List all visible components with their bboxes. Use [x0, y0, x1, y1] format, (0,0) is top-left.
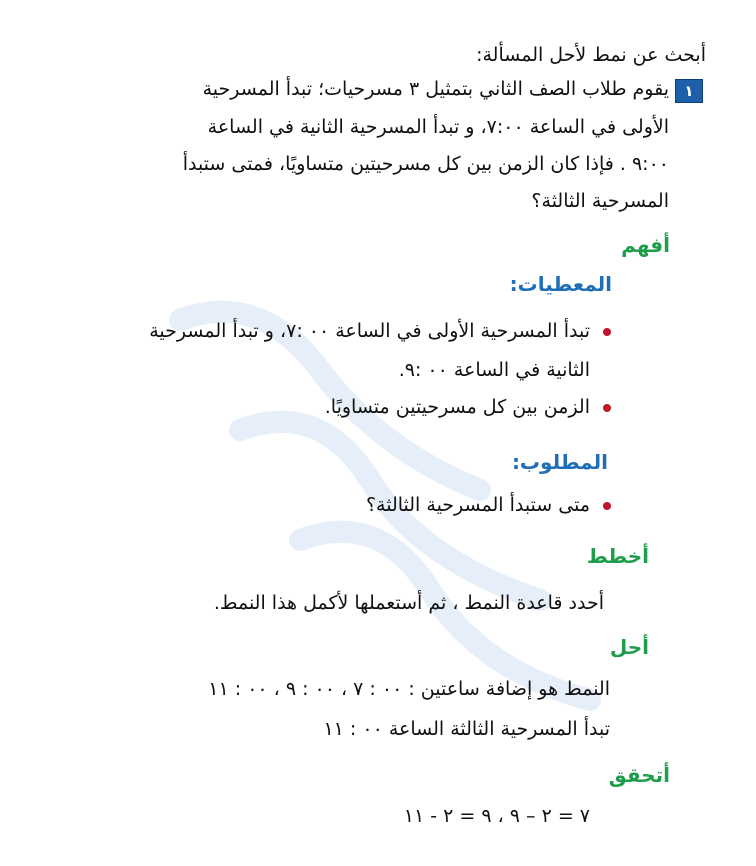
plan-heading: أخطط — [586, 544, 649, 568]
required-item: متى ستبدأ المسرحية الثالثة؟ — [365, 494, 590, 516]
given-item-2: الزمن بين كل مسرحيتين متساويًا. — [324, 396, 590, 418]
problem-line-1: يقوم طلاب الصف الثاني بتمثيل ٣ مسرحيات؛ تبدأ المسرحية — [202, 78, 669, 100]
required-heading: المطلوب: — [511, 450, 608, 474]
check-equation: ٧ = ٢ – ٩ ، ٩ = ٢ - ١١ — [403, 805, 590, 827]
check-heading: أتحقق — [608, 763, 670, 787]
understand-heading: أفهم — [621, 233, 670, 257]
problem-line-4: المسرحية الثالثة؟ — [531, 190, 669, 212]
watermark — [120, 230, 640, 750]
given-item-1-cont: الثانية في الساعة ٠٠ :٩. — [398, 359, 590, 381]
given-item-1: تبدأ المسرحية الأولى في الساعة ٠٠ :٧، و تبدأ المسرحية — [149, 320, 590, 342]
bullet-icon — [603, 502, 611, 510]
bullet-icon — [603, 328, 611, 336]
solve-line-1: النمط هو إضافة ساعتين : ٠٠ : ٧ ، ٠٠ : ٩ ، ٠٠ : ١١ — [208, 678, 610, 700]
plan-text: أحدد قاعدة النمط ، ثم أستعملها لأكمل هذا النمط. — [213, 592, 604, 614]
solve-line-2: تبدأ المسرحية الثالثة الساعة ٠٠ : ١١ — [323, 718, 610, 740]
problem-line-2: الأولى في الساعة ٧:٠٠، و تبدأ المسرحية الثانية في الساعة — [207, 116, 669, 138]
solve-heading: أحل — [609, 635, 649, 659]
givens-heading: المعطيات: — [509, 272, 612, 296]
bullet-icon — [603, 404, 611, 412]
intro-text: أبحث عن نمط لأحل المسألة: — [476, 44, 706, 66]
problem-line-3: ٩:٠٠ . فإذا كان الزمن بين كل مسرحيتين متساويًا، فمتى ستبدأ — [182, 153, 669, 175]
problem-number-badge: ١ — [675, 79, 703, 103]
